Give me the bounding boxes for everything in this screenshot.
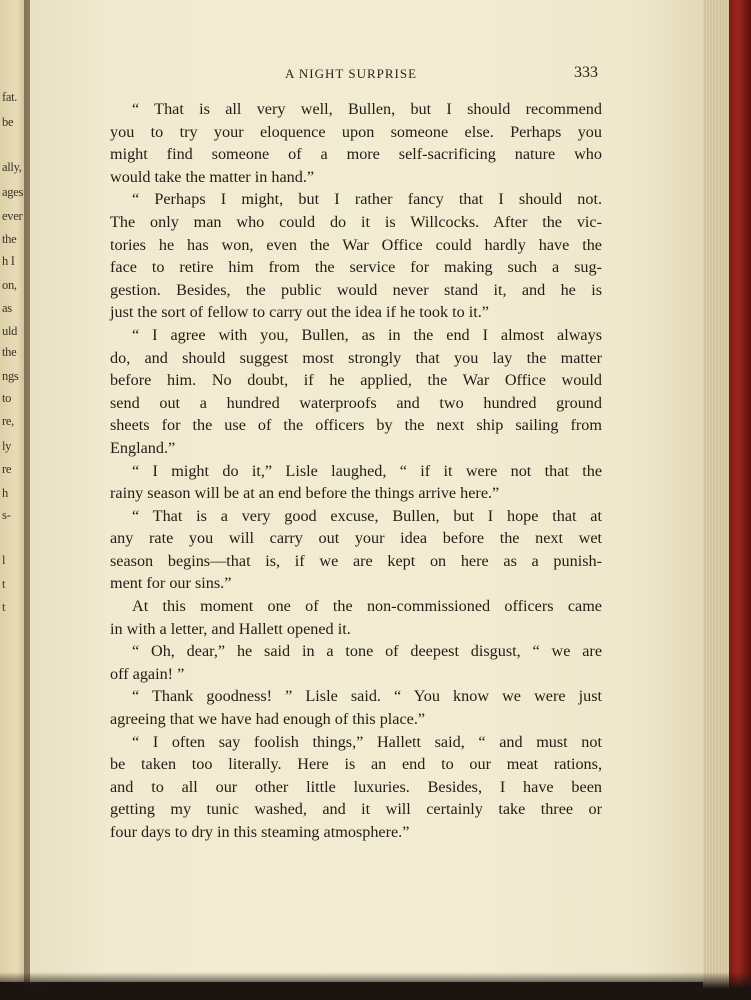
- text-line: “ Oh, dear,” he said in a tone of deepest disgust, “ we are: [132, 642, 602, 661]
- left-page-fragment: l: [2, 553, 6, 567]
- left-page-fragment: ages: [2, 185, 24, 199]
- text-line: face to retire him from the service for making such a sug-: [110, 258, 602, 277]
- text-line: gestion. Besides, the public would never stand it, and he is: [110, 280, 602, 299]
- text-line: The only man who could do it is Willcocks. After the vic-: [110, 212, 602, 231]
- page-number: 333: [574, 64, 598, 81]
- left-page-fragment: the: [2, 345, 17, 359]
- body-text: [110, 98, 602, 844]
- left-page-fragment: as: [2, 301, 12, 315]
- text-line: sheets for the use of the officers by the next ship sailing from: [110, 416, 602, 435]
- left-page-fragment: ally,: [2, 160, 22, 174]
- running-title: A NIGHT SURPRISE: [285, 66, 418, 81]
- text-line: would take the matter in hand.”: [110, 167, 315, 186]
- text-line: At this moment one of the non-commissioned officers came: [132, 597, 602, 616]
- text-line: rainy season will be at an end before the things arrive here.”: [110, 484, 500, 503]
- text-line: before him. No doubt, if he applied, the War Office would: [110, 371, 602, 390]
- left-page-fragment: s-: [2, 508, 11, 522]
- text-line: “ Perhaps I might, but I rather fancy that I should not.: [132, 190, 602, 209]
- text-line: you to try your eloquence upon someone else. Perhaps you: [110, 122, 602, 141]
- text-line: England.”: [110, 438, 176, 457]
- text-line: send out a hundred waterproofs and two hundred ground: [110, 393, 602, 412]
- text-line: any rate you will carry out your idea before the next wet: [110, 529, 602, 548]
- left-page-fragment: t: [2, 600, 6, 614]
- text-line: in with a letter, and Hallett opened it.: [110, 619, 351, 638]
- left-page-fragment: t: [2, 577, 6, 591]
- bottom-shadow: [0, 972, 751, 1000]
- left-page-fragment: h I: [2, 254, 15, 268]
- left-page-fragment: ly: [2, 439, 12, 453]
- left-page-fragment: re,: [2, 414, 14, 428]
- text-line: “ I agree with you, Bullen, as in the end I almost always: [132, 325, 602, 344]
- left-page-fragment: re: [2, 462, 12, 476]
- text-line: four days to dry in this steaming atmosphere.”: [110, 823, 410, 841]
- left-page-fragment: to: [2, 391, 12, 405]
- text-line: tories he has won, even the War Office could hardly have the: [110, 235, 602, 254]
- left-page-fragment: ever: [2, 209, 23, 223]
- text-line: just the sort of fellow to carry out the idea if he took to it.”: [110, 303, 489, 322]
- book-cover: [729, 0, 751, 1000]
- text-line: and to all our other little luxuries. Besides, I have been: [110, 777, 602, 796]
- left-page-fragment: the: [2, 232, 17, 246]
- text-line: “ That is all very well, Bullen, but I should recommend: [132, 100, 602, 118]
- left-page-fragment: ngs: [2, 369, 19, 383]
- text-line: getting my tunic washed, and it will certainly take three or: [110, 800, 602, 819]
- text-line: might find someone of a more self-sacrificing nature who: [110, 145, 602, 164]
- left-page-fragment: uld: [2, 324, 18, 338]
- text-line: off again! ”: [110, 664, 185, 683]
- left-page-fragment: h: [2, 486, 8, 500]
- left-page-fragment: be: [2, 115, 14, 129]
- left-page-fragment: on,: [2, 278, 17, 292]
- text-line: “ Thank goodness! ” Lisle said. “ You know we were just: [132, 687, 602, 706]
- text-line: “ I might do it,” Lisle laughed, “ if it were not that the: [132, 461, 602, 480]
- text-line: agreeing that we have had enough of this place.”: [110, 710, 426, 729]
- text-line: ment for our sins.”: [110, 574, 232, 593]
- text-line: do, and should suggest most strongly that you lay the matter: [110, 348, 602, 367]
- page-edges: [703, 0, 729, 990]
- text-line: “ That is a very good excuse, Bullen, but I hope that at: [132, 506, 602, 525]
- text-line: “ I often say foolish things,” Hallett said, “ and must not: [132, 732, 602, 751]
- text-line: be taken too literally. Here is an end to our meat rations,: [110, 755, 602, 774]
- left-page-fragment: fat.: [2, 90, 18, 104]
- text-line: season begins—that is, if we are kept on here as a punish-: [110, 551, 602, 570]
